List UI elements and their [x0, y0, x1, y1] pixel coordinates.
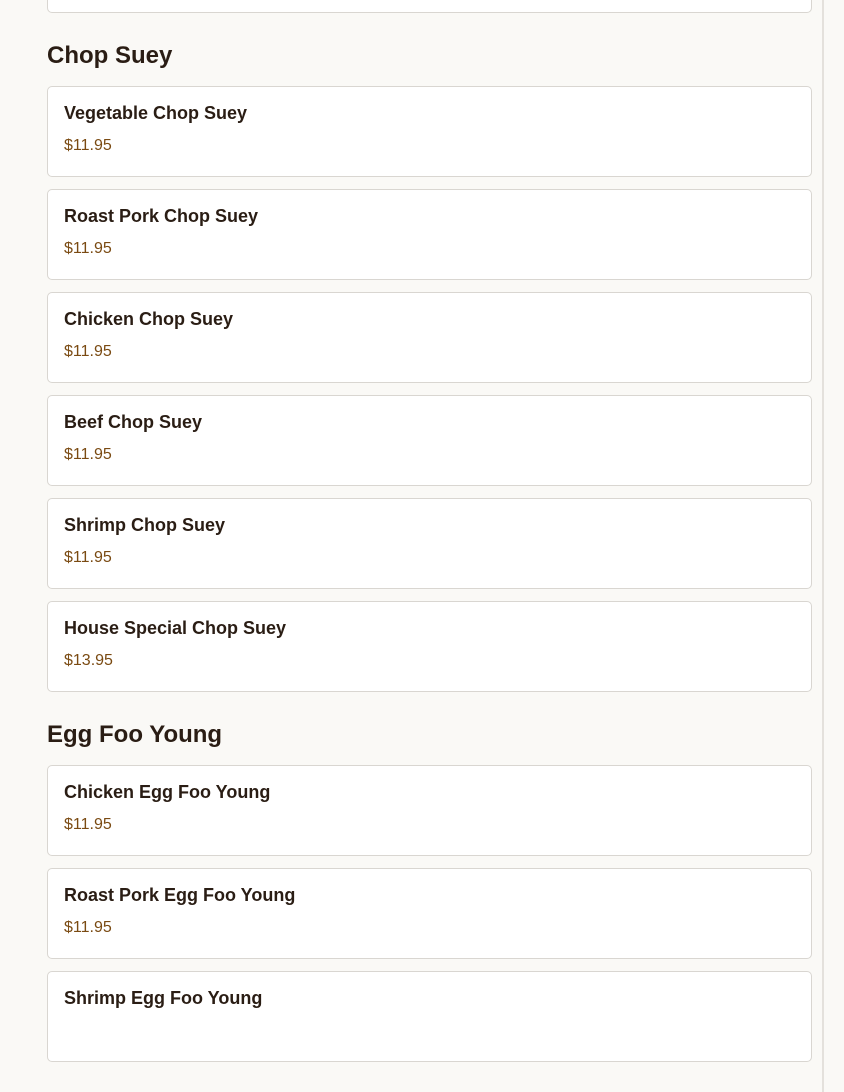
section-title: Egg Foo Young [47, 721, 223, 748]
menu-item-name: Shrimp Chop Suey [64, 515, 226, 535]
menu-item-name: Roast Pork Egg Foo Young [64, 885, 296, 905]
menu-item-name: Chicken Chop Suey [64, 309, 234, 329]
menu-section-chop-suey [47, 41, 812, 692]
menu-item-card[interactable] [47, 971, 812, 1062]
menu-item-name: Chicken Egg Foo Young [64, 782, 271, 802]
menu-item-name: Roast Pork Chop Suey [64, 206, 259, 226]
menu-content [47, 0, 812, 1074]
menu-item-card[interactable] [47, 86, 812, 177]
menu-item-name: Beef Chop Suey [64, 412, 203, 432]
menu-item-name: Vegetable Chop Suey [64, 103, 248, 123]
menu-item-price: $11.95 [64, 343, 112, 360]
menu-item-price: $11.95 [64, 240, 112, 257]
menu-item-card[interactable] [47, 868, 812, 959]
menu-item-card[interactable] [47, 292, 812, 383]
menu-item-card[interactable] [47, 498, 812, 589]
menu-item-card[interactable] [47, 0, 812, 13]
menu-item-price: $11.95 [64, 549, 112, 566]
menu-item-price: $11.95 [64, 816, 112, 833]
menu-item-name: Shrimp Egg Foo Young [64, 988, 263, 1008]
menu-item-card[interactable] [47, 601, 812, 692]
menu-item-price: $11.95 [64, 446, 112, 463]
menu-item-card[interactable] [47, 395, 812, 486]
menu-item-card[interactable] [47, 189, 812, 280]
menu-item-price: $11.95 [64, 919, 112, 936]
menu-item-name: House Special Chop Suey [64, 618, 287, 638]
menu-item-card[interactable] [47, 765, 812, 856]
menu-item-price: $11.95 [64, 137, 112, 154]
menu-item-price: $13.95 [64, 652, 113, 669]
page-edge-divider [822, 0, 824, 1092]
section-title: Chop Suey [47, 42, 173, 69]
menu-section-egg-foo-young [47, 720, 812, 1062]
